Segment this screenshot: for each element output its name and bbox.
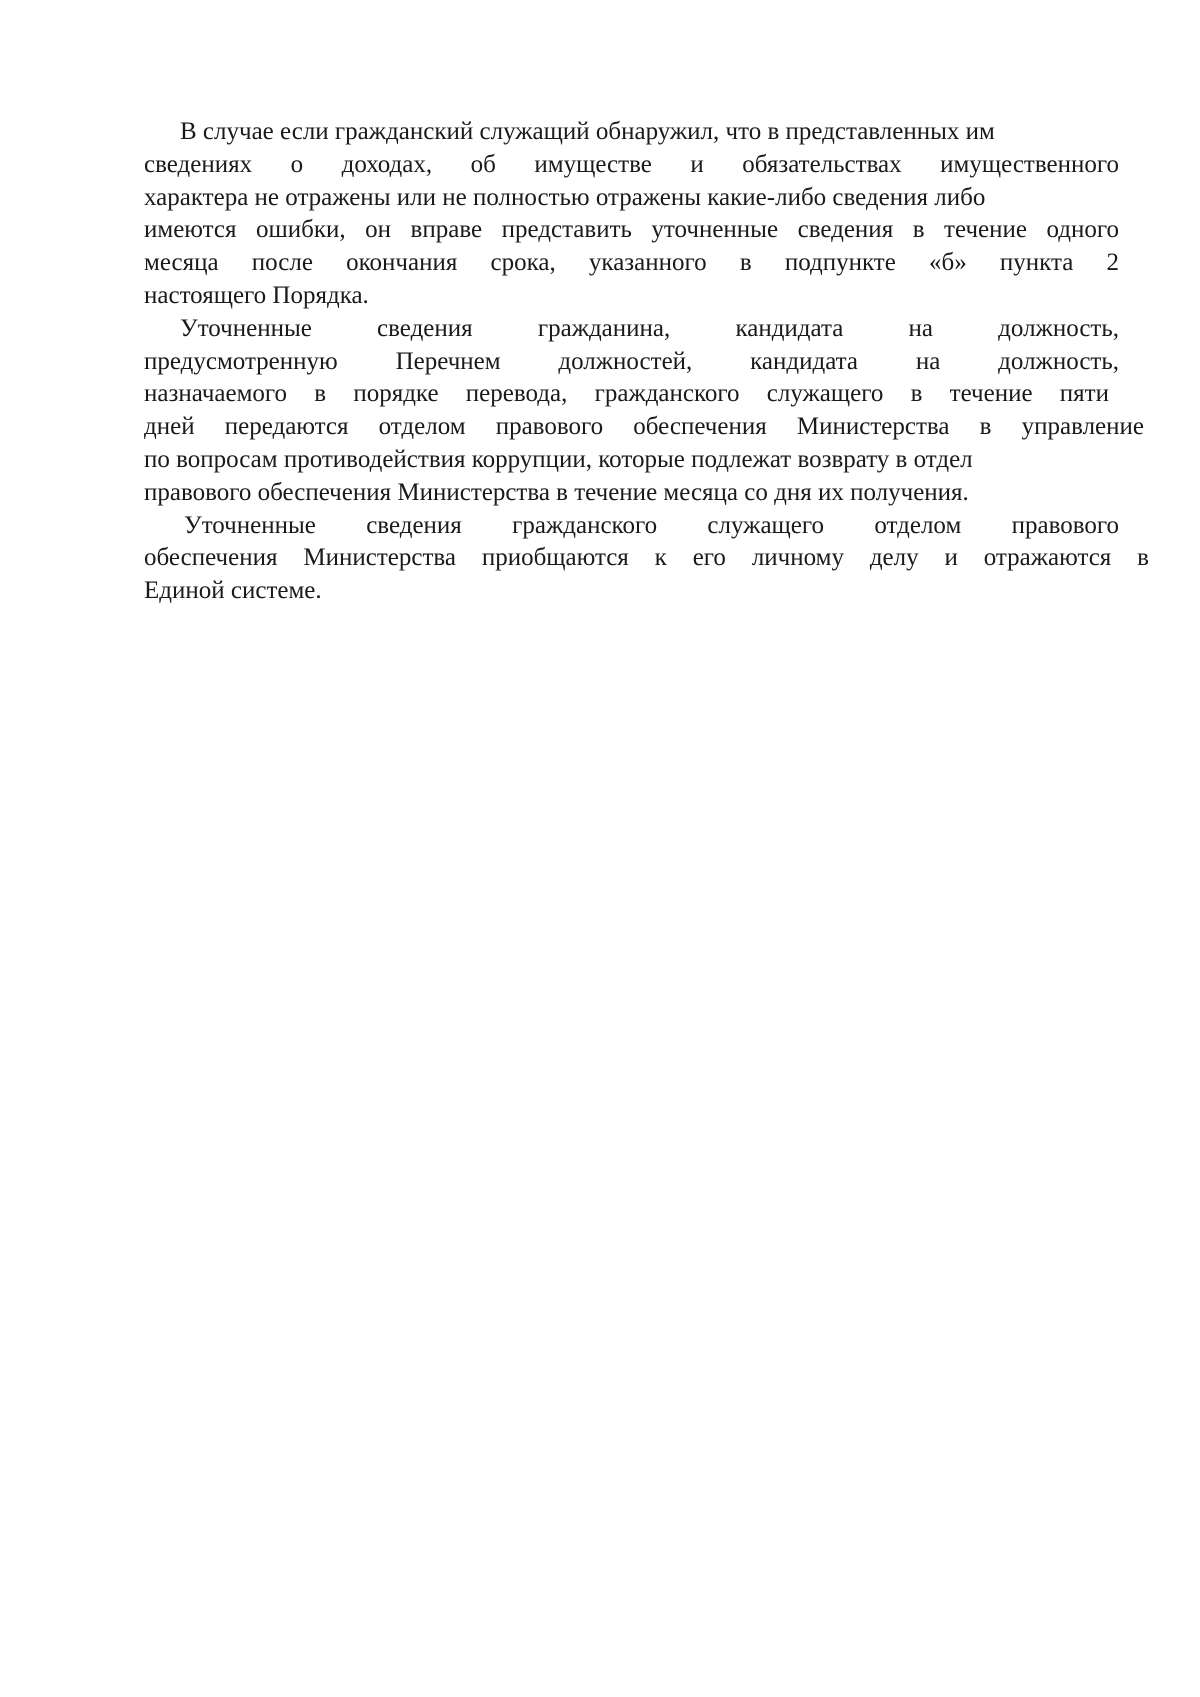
paragraph-line: характера не отражены или не полностью отражены какие-либо сведения либо <box>144 183 986 211</box>
paragraph-line: обеспечения Министерства приобщаются к его личному делу и отражаются в <box>144 544 1149 572</box>
document-body <box>144 116 1149 608</box>
paragraph-line: назначаемого в порядке перевода, гражданского служащего в течение пяти <box>144 380 1109 408</box>
paragraph-line: настоящего Порядка. <box>144 281 369 309</box>
paragraph-line: дней передаются отделом правового обеспечения Министерства в управление <box>144 413 1144 441</box>
paragraph-line: Уточненные сведения гражданского служащего отделом правового <box>184 511 1119 539</box>
paragraph-line: имеются ошибки, он вправе представить уточненные сведения в течение одного <box>144 216 1119 244</box>
paragraph-line: В случае если гражданский служащий обнаружил, что в представленных им <box>180 118 995 145</box>
paragraph-3 <box>144 510 1149 608</box>
paragraph-line: Уточненные сведения гражданина, кандидата на должность, <box>180 314 1119 342</box>
paragraph-2 <box>144 313 1144 510</box>
paragraph-line: правового обеспечения Министерства в течение месяца со дня их получения. <box>144 478 969 506</box>
paragraph-line: сведениях о доходах, об имуществе и обязательствах имущественного <box>144 150 1119 178</box>
paragraph-line: месяца после окончания срока, указанного в подпункте «б» пункта 2 <box>144 249 1119 277</box>
paragraph-line: по вопросам противодействия коррупции, которые подлежат возврату в отдел <box>144 445 973 473</box>
paragraph-1 <box>144 116 1144 313</box>
paragraph-line: Единой системе. <box>144 577 322 605</box>
paragraph-line: предусмотренную Перечнем должностей, кандидата на должность, <box>144 347 1119 375</box>
